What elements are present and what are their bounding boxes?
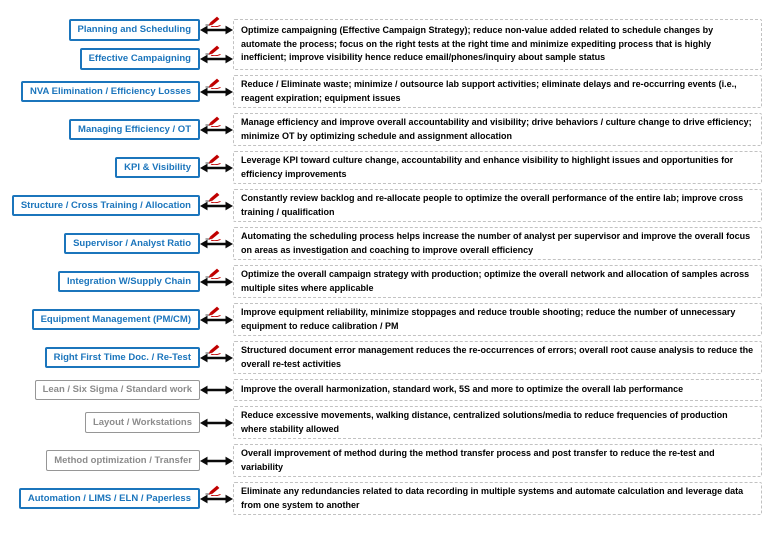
category-column — [4, 444, 233, 477]
category-column — [4, 341, 233, 374]
double-arrow-icon — [200, 200, 233, 212]
double-arrow-icon — [200, 162, 233, 174]
diagram-row — [4, 151, 762, 184]
diagram-row — [4, 379, 762, 401]
description-box — [233, 379, 762, 401]
description-text: Constantly review backlog and re-allocate people to optimize the overall performance of the entire lab; improve cross training / qualification — [241, 193, 744, 217]
category-column — [4, 379, 233, 401]
category-box: Layout / Workstations — [85, 412, 200, 432]
double-arrow-icon — [200, 124, 233, 136]
pen-icon — [204, 484, 222, 496]
category-column — [4, 227, 233, 260]
double-arrow-icon — [200, 384, 233, 396]
description-text: Overall improvement of method during the method transfer process and post transfer to reduce the re-test and variability — [241, 448, 715, 472]
description-text: Manage efficiency and improve overall accountability and visibility; drive behaviors / culture change to drive efficiency; minimize OT by optimizing schedule and assignment allocation — [241, 117, 752, 141]
double-arrow-icon — [200, 352, 233, 364]
category-column — [4, 189, 233, 222]
category-unit — [4, 81, 233, 103]
description-box — [233, 113, 762, 146]
description-box — [233, 151, 762, 184]
diagram-row — [4, 406, 762, 439]
description-box — [233, 19, 762, 70]
double-arrow-icon — [200, 493, 233, 505]
diagram-row — [4, 227, 762, 260]
category-column — [4, 19, 233, 70]
description-box — [233, 482, 762, 515]
description-text: Improve equipment reliability, minimize stoppages and reduce trouble shooting; reduce the number of unnecessary equipment to reduce calibration / PM — [241, 307, 736, 331]
description-box — [233, 303, 762, 336]
diagram-row — [4, 75, 762, 108]
category-unit — [4, 271, 233, 293]
category-unit — [4, 157, 233, 179]
double-arrow-icon — [200, 53, 233, 65]
double-arrow-icon — [200, 24, 233, 36]
category-column — [4, 75, 233, 108]
description-text: Optimize the overall campaign strategy with production; optimize the overall network and allocation of samples across multiple sites where applicable — [241, 269, 750, 293]
category-unit — [4, 48, 233, 70]
category-column — [4, 303, 233, 336]
description-box — [233, 265, 762, 298]
pen-icon — [204, 229, 222, 241]
category-box: Method optimization / Transfer — [46, 450, 200, 470]
category-column — [4, 113, 233, 146]
category-box: Supervisor / Analyst Ratio — [64, 233, 200, 254]
description-box — [233, 341, 762, 374]
description-text: Reduce excessive movements, walking distance, centralized solutions/media to reduce frequencies of production where stability allowed — [241, 410, 728, 434]
category-unit — [4, 488, 233, 510]
description-text: Automating the scheduling process helps increase the number of analyst per supervisor and improve the overall focus on areas as investigation and coaching to improve overall efficiency — [241, 231, 751, 255]
category-box: Effective Campaigning — [80, 48, 200, 69]
double-arrow-icon — [200, 417, 233, 429]
category-column — [4, 151, 233, 184]
description-text: Structured document error management reduces the re-occurrences of errors; overall root cause analysis to reduce the overall re-test activities — [241, 345, 754, 369]
category-box: Structure / Cross Training / Allocation — [12, 195, 200, 216]
category-box: Planning and Scheduling — [69, 19, 200, 40]
category-box: Integration W/Supply Chain — [58, 271, 200, 292]
category-unit — [4, 233, 233, 255]
category-unit — [4, 379, 233, 401]
diagram-row — [4, 303, 762, 336]
pen-icon — [204, 77, 222, 89]
diagram-row — [4, 341, 762, 374]
description-box — [233, 227, 762, 260]
pen-icon — [204, 15, 222, 27]
category-unit — [4, 195, 233, 217]
category-column — [4, 265, 233, 298]
category-column — [4, 406, 233, 439]
diagram-row — [4, 113, 762, 146]
category-box: NVA Elimination / Efficiency Losses — [21, 81, 200, 102]
category-unit — [4, 119, 233, 141]
description-text: Optimize campaigning (Effective Campaign Strategy); reduce non-value added related to schedule changes by automate the process; focus on the right tests at the right time and minimize expediting process that is highly inefficient; improve visibility hence reduce email/phones/inquiry about sample status — [241, 25, 714, 63]
diagram-row — [4, 444, 762, 477]
description-text: Leverage KPI toward culture change, accountability and enhance visibility to highlight issues and opportunities for efficiency improvements — [241, 155, 734, 179]
description-box — [233, 406, 762, 439]
pen-icon — [204, 115, 222, 127]
pen-icon — [204, 44, 222, 56]
double-arrow-icon — [200, 276, 233, 288]
category-box: Equipment Management (PM/CM) — [32, 309, 200, 330]
category-unit — [4, 19, 233, 41]
double-arrow-icon — [200, 238, 233, 250]
description-box — [233, 75, 762, 108]
pen-icon — [204, 343, 222, 355]
diagram-row — [4, 482, 762, 515]
double-arrow-icon — [200, 86, 233, 98]
category-column — [4, 482, 233, 515]
pen-icon — [204, 267, 222, 279]
category-unit — [4, 309, 233, 331]
pen-icon — [204, 153, 222, 165]
description-text: Eliminate any redundancies related to data recording in multiple systems and automate calculation and leverage data from one system to another — [241, 486, 744, 510]
category-box: Right First Time Doc. / Re-Test — [45, 347, 200, 368]
category-box: KPI & Visibility — [115, 157, 200, 178]
category-box: Lean / Six Sigma / Standard work — [35, 380, 200, 400]
pen-icon — [204, 305, 222, 317]
double-arrow-icon — [200, 455, 233, 467]
description-box — [233, 189, 762, 222]
category-unit — [4, 412, 233, 434]
category-unit — [4, 347, 233, 369]
diagram-row — [4, 265, 762, 298]
diagram-row — [4, 189, 762, 222]
diagram-row — [4, 19, 762, 70]
description-text: Reduce / Eliminate waste; minimize / outsource lab support activities; eliminate delays and re-occurring events (i.e., reagent expiration; equipment issues — [241, 79, 737, 103]
pen-icon — [204, 191, 222, 203]
category-unit — [4, 450, 233, 472]
category-box: Automation / LIMS / ELN / Paperless — [19, 488, 200, 509]
description-box — [233, 444, 762, 477]
category-box: Managing Efficiency / OT — [69, 119, 200, 140]
double-arrow-icon — [200, 314, 233, 326]
description-text: Improve the overall harmonization, standard work, 5S and more to optimize the overall lab performance — [241, 384, 684, 395]
